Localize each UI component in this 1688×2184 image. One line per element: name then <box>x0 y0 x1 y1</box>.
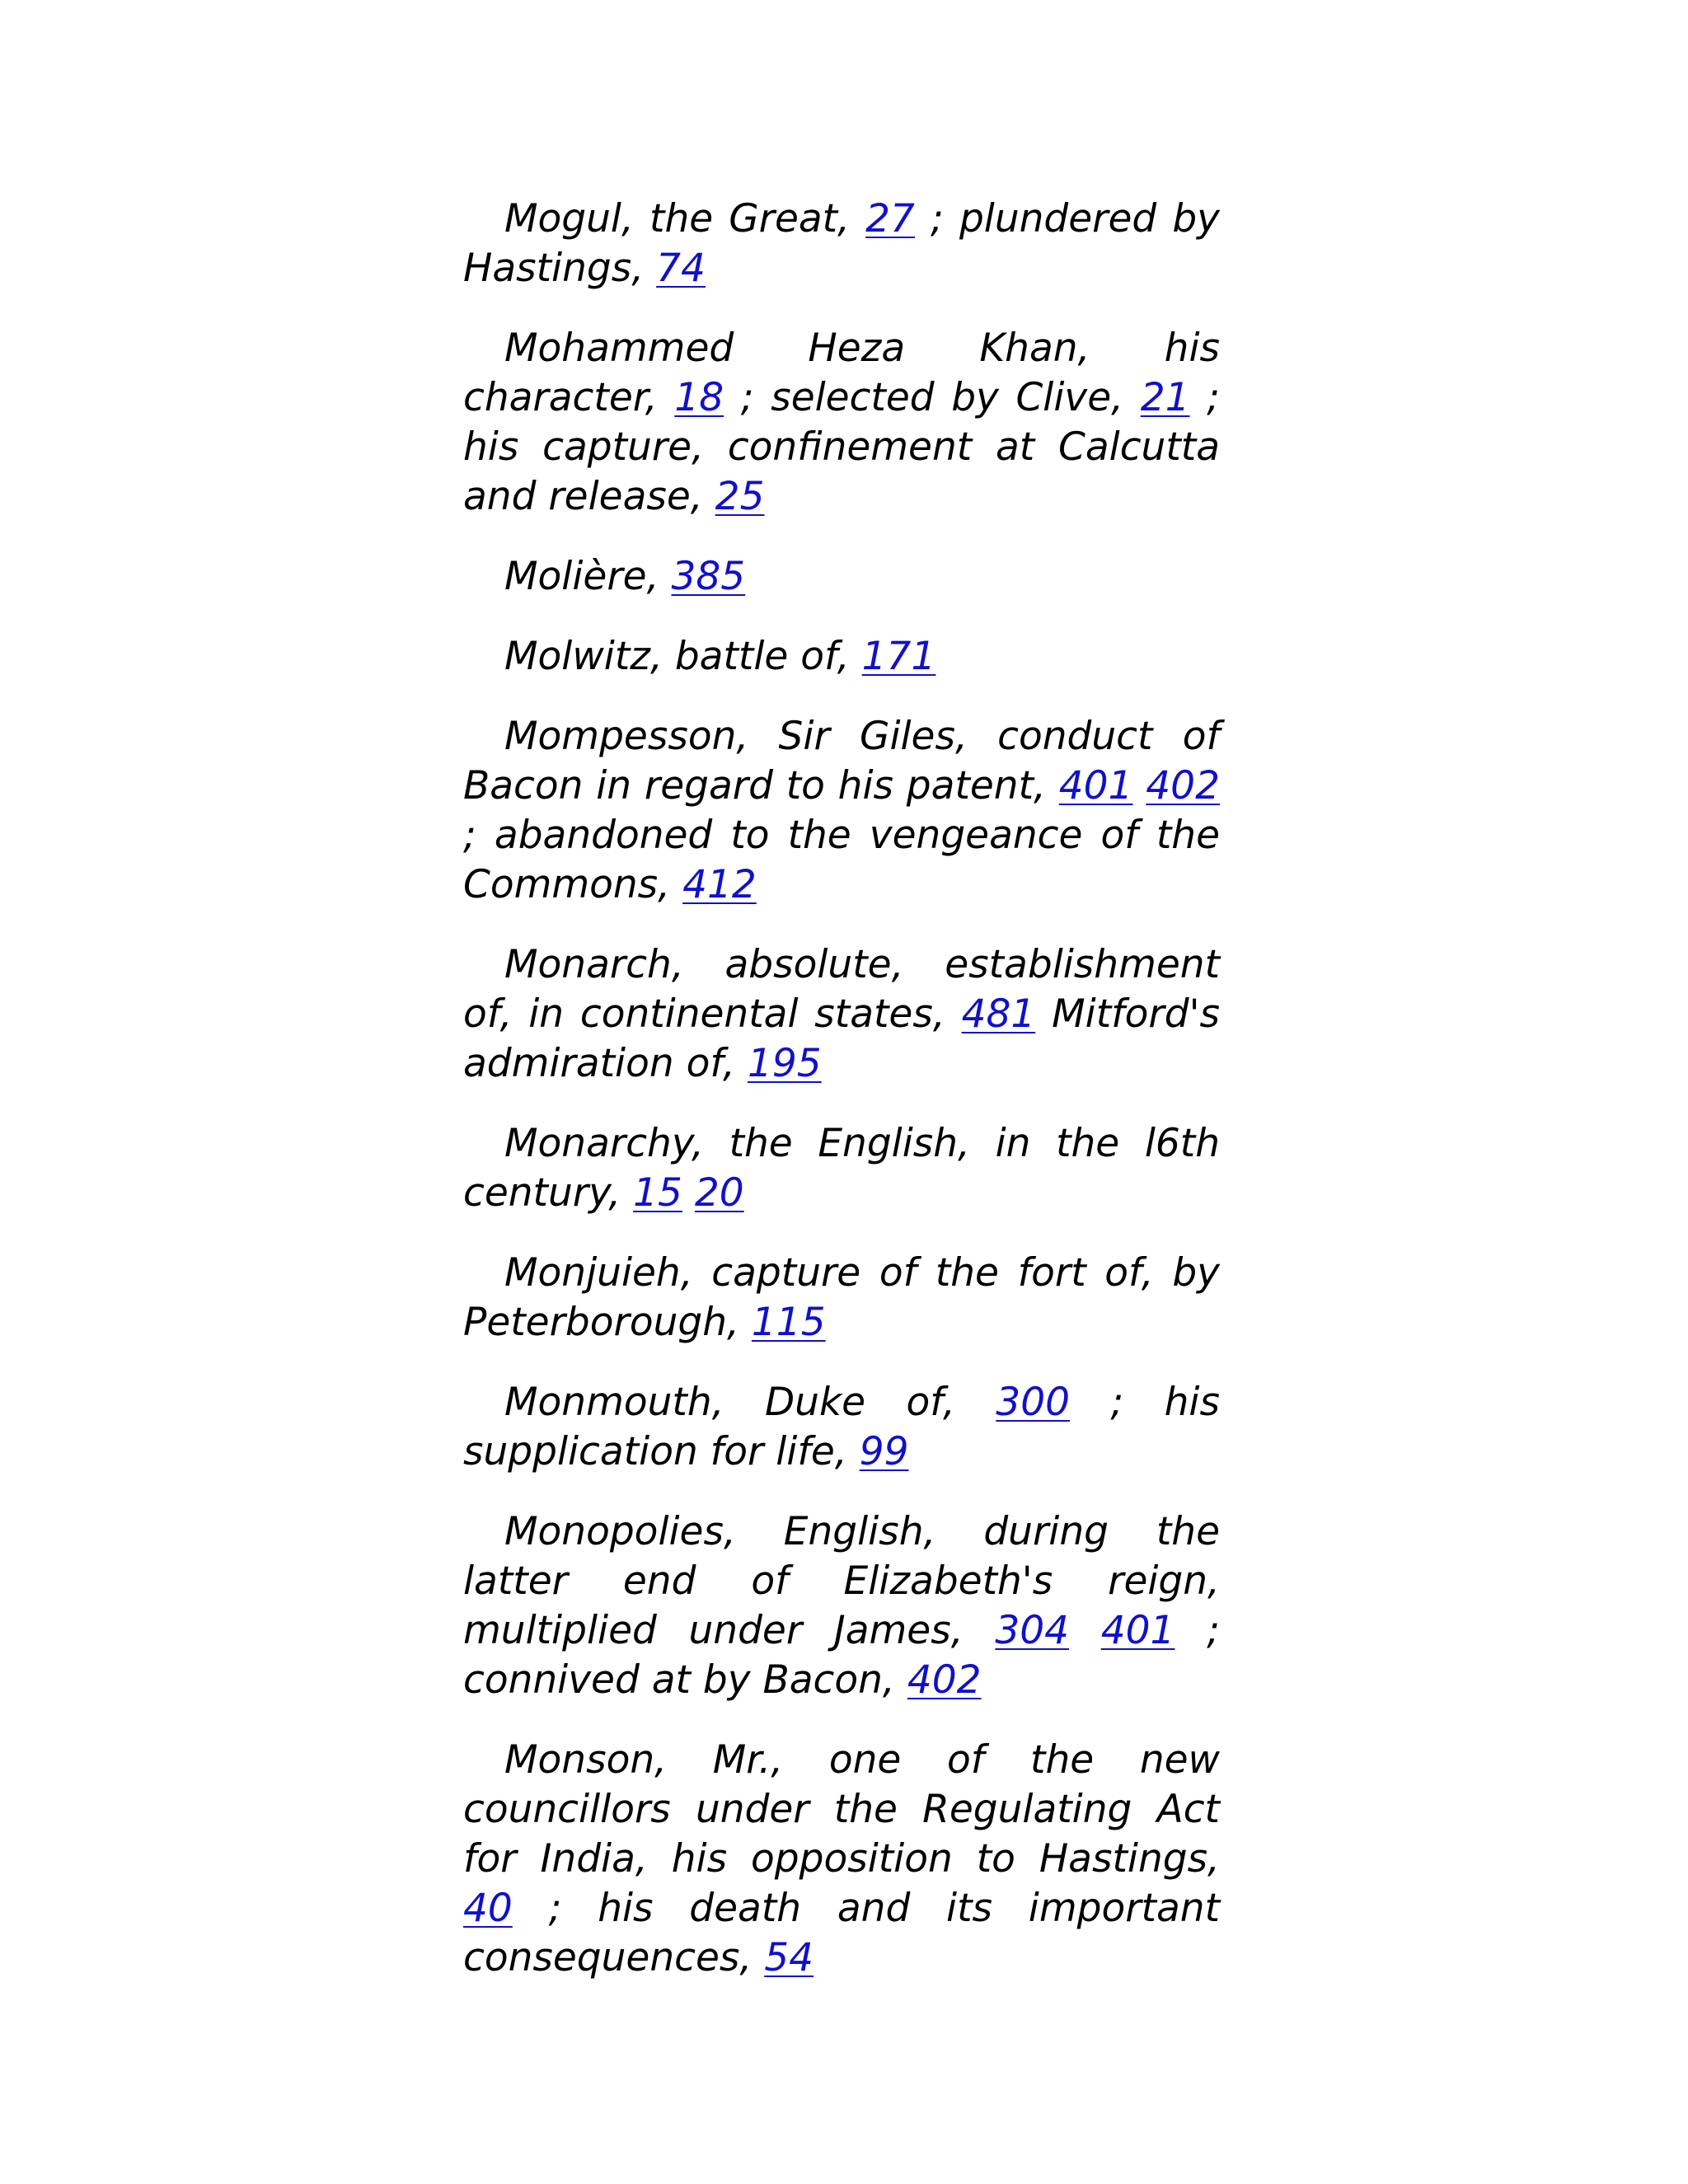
index-entry <box>463 324 1220 522</box>
index-page <box>463 194 1220 2013</box>
entry-text <box>1069 1608 1101 1653</box>
entry-text: Mompesson, Sir Giles, conduct of Bacon in regard to his patent, <box>463 714 1220 808</box>
page-reference-link[interactable]: 21 <box>1140 375 1190 420</box>
page-reference-link[interactable]: 99 <box>859 1429 909 1474</box>
index-entry <box>463 940 1220 1089</box>
page-reference-link[interactable]: 402 <box>907 1657 982 1703</box>
page-reference-link[interactable]: 18 <box>674 375 724 420</box>
index-entry <box>463 1378 1220 1477</box>
page-reference-link[interactable]: 402 <box>1146 763 1220 808</box>
entry-text: Monarchy, the English, in the l6th century, <box>463 1121 1220 1216</box>
page-reference-link[interactable]: 20 <box>694 1170 744 1216</box>
page-reference-link[interactable]: 401 <box>1058 763 1133 808</box>
entry-text: Mohammed Heza Khan, his character, <box>463 326 1220 420</box>
entry-text: Molwitz, battle of, <box>504 634 862 679</box>
page-reference-link[interactable]: 300 <box>996 1380 1071 1425</box>
entry-text: Molière, <box>504 554 672 599</box>
entry-text: ; selected by Clive, <box>724 375 1141 420</box>
entry-text: ; abandoned to the vengeance of the Commons, <box>463 813 1220 907</box>
index-entry <box>463 194 1220 293</box>
index-entry <box>463 552 1220 602</box>
index-entry <box>463 632 1220 682</box>
page-reference-link[interactable]: 115 <box>751 1300 826 1345</box>
index-entry <box>463 1249 1220 1347</box>
entry-text: Monarch, absolute, establishment of, in continental states, <box>463 942 1220 1037</box>
page-reference-link[interactable]: 412 <box>682 862 757 907</box>
page-reference-link[interactable]: 25 <box>715 474 765 519</box>
page-reference-link[interactable]: 27 <box>865 196 915 241</box>
page-reference-link[interactable]: 385 <box>671 554 746 599</box>
entry-text: ; connived at by Bacon, <box>463 1608 1220 1703</box>
index-entry <box>463 712 1220 910</box>
page-reference-link[interactable]: 171 <box>861 634 936 679</box>
page-reference-link[interactable]: 481 <box>961 991 1036 1037</box>
entry-text: Monjuieh, capture of the fort of, by Peterborough, <box>463 1250 1220 1345</box>
page-reference-link[interactable]: 401 <box>1100 1608 1175 1653</box>
page-reference-link[interactable]: 195 <box>747 1041 822 1086</box>
entry-text: Mitford's admiration of, <box>463 991 1220 1086</box>
page-reference-link[interactable]: 40 <box>463 1886 513 1931</box>
page-reference-link[interactable]: 74 <box>656 246 706 291</box>
page-reference-link[interactable]: 15 <box>633 1170 682 1216</box>
page-reference-link[interactable]: 304 <box>995 1608 1070 1653</box>
entry-text: ; his death and its important consequences, <box>463 1886 1220 1980</box>
entry-text <box>1132 763 1146 808</box>
entry-text: ; his supplication for life, <box>463 1380 1220 1474</box>
index-entry <box>463 1119 1220 1218</box>
entry-text: ; plundered by Hastings, <box>463 196 1220 291</box>
index-entry <box>463 1507 1220 1705</box>
entry-text <box>682 1170 695 1216</box>
entry-text: ; his capture, confinement at Calcutta and release, <box>463 375 1220 519</box>
entry-text: Monson, Mr., one of the new councillors under the Regulating Act for India, his opposition to Hastings, <box>463 1737 1220 1882</box>
entry-text: Mogul, the Great, <box>504 196 866 241</box>
page-reference-link[interactable]: 54 <box>764 1935 814 1980</box>
entry-text: Monopolies, English, during the latter end of Elizabeth's reign, multiplied under James, <box>463 1509 1220 1653</box>
entry-text: Monmouth, Duke of, <box>504 1380 996 1425</box>
index-entry <box>463 1736 1220 1983</box>
